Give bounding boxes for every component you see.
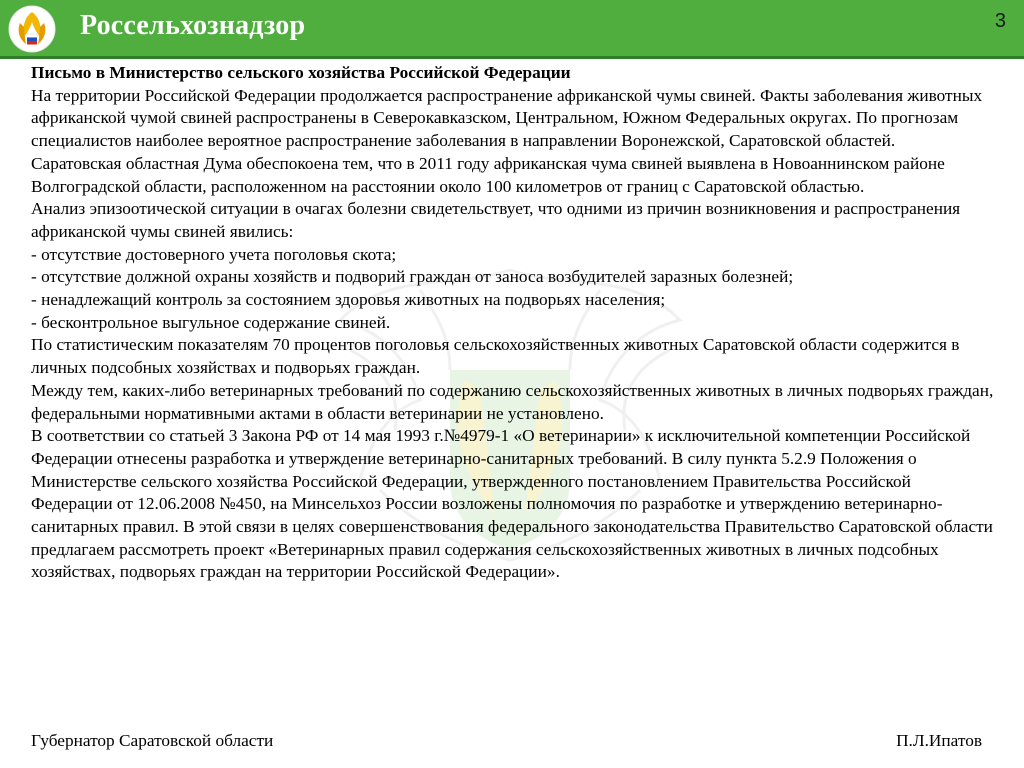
list-item: - отсутствие должной охраны хозяйств и подворий граждан от заноса возбудителей заразных болезней;: [31, 267, 794, 287]
wheat-emblem-icon: [6, 4, 58, 54]
org-title: Россельхознадзор: [80, 10, 306, 41]
letter-heading: Письмо в Министерство сельского хозяйства Российской Федерации: [31, 63, 571, 82]
paragraph: На территории Российской Федерации продолжается распространение африканской чумы свиней. Факты заболевания животных африканской чумой свиней распространены в Северокавказском, Центральном, Южном Федеральных округах. По прогнозам специалистов наиболее вероятное распространение заболевания в направлении Воронежской, Саратовской областей.: [31, 85, 983, 151]
list-item: - бесконтрольное выгульное содержание свиней.: [31, 312, 391, 332]
signatory-name: П.Л.Ипатов: [896, 731, 982, 750]
signatory-position: Губернатор Саратовской области: [31, 731, 274, 750]
paragraph: Между тем, каких-либо ветеринарных требований по содержанию сельскохозяйственных животных в личных подворьях граждан, федеральными нормативными актами в области ветеринарии не установлено.: [31, 380, 994, 423]
header-bar: [0, 0, 1024, 59]
letter-body: [31, 62, 996, 584]
paragraph: Саратовская областная Дума обеспокоена тем, что в 2011 году африканская чума свиней выявлена в Новоаннинском районе Волгоградской области, расположенном на расстоянии около 100 километров от границ с Саратовской областью.: [31, 153, 945, 196]
list-item: - отсутствие достоверного учета поголовья скота;: [31, 244, 397, 264]
list-item: - ненадлежащий контроль за состоянием здоровья животных на подворьях населения;: [31, 290, 666, 310]
page-number: 3: [994, 10, 1006, 32]
paragraph: В соответствии со статьей 3 Закона РФ от 14 мая 1993 г.№4979-1 «О ветеринарии» к исключительной компетенции Российской Федерации отнесены разработка и утверждение ветеринарно-санитарных требований. В силу пункта 5.2.9 Положения о Министерстве сельского хозяйства Российской Федерации, утвержденного постановлением Правительства Российской Федерации от 12.06.2008 №450, на Минсельхоз России возложены полномочия по разработке и утверждению ветеринарно-санитарных правил. В этой связи в целях совершенствования федерального законодательства Правительство Саратовской области предлагаем рассмотреть проект «Ветеринарных правил содержания сельскохозяйственных животных в личных подсобных хозяйствах, подворьях граждан на территории Российской Федерации».: [31, 426, 993, 582]
signature-block: [31, 731, 982, 751]
paragraph: По статистическим показателям 70 процентов поголовья сельскохозяйственных животных Саратовской области содержится в личных подсобных хозяйствах и подворьях граждан.: [31, 335, 960, 378]
paragraph: Анализ эпизоотической ситуации в очагах болезни свидетельствует, что одними из причин возникновения и распространения африканской чумы свиней явились:: [31, 199, 961, 241]
